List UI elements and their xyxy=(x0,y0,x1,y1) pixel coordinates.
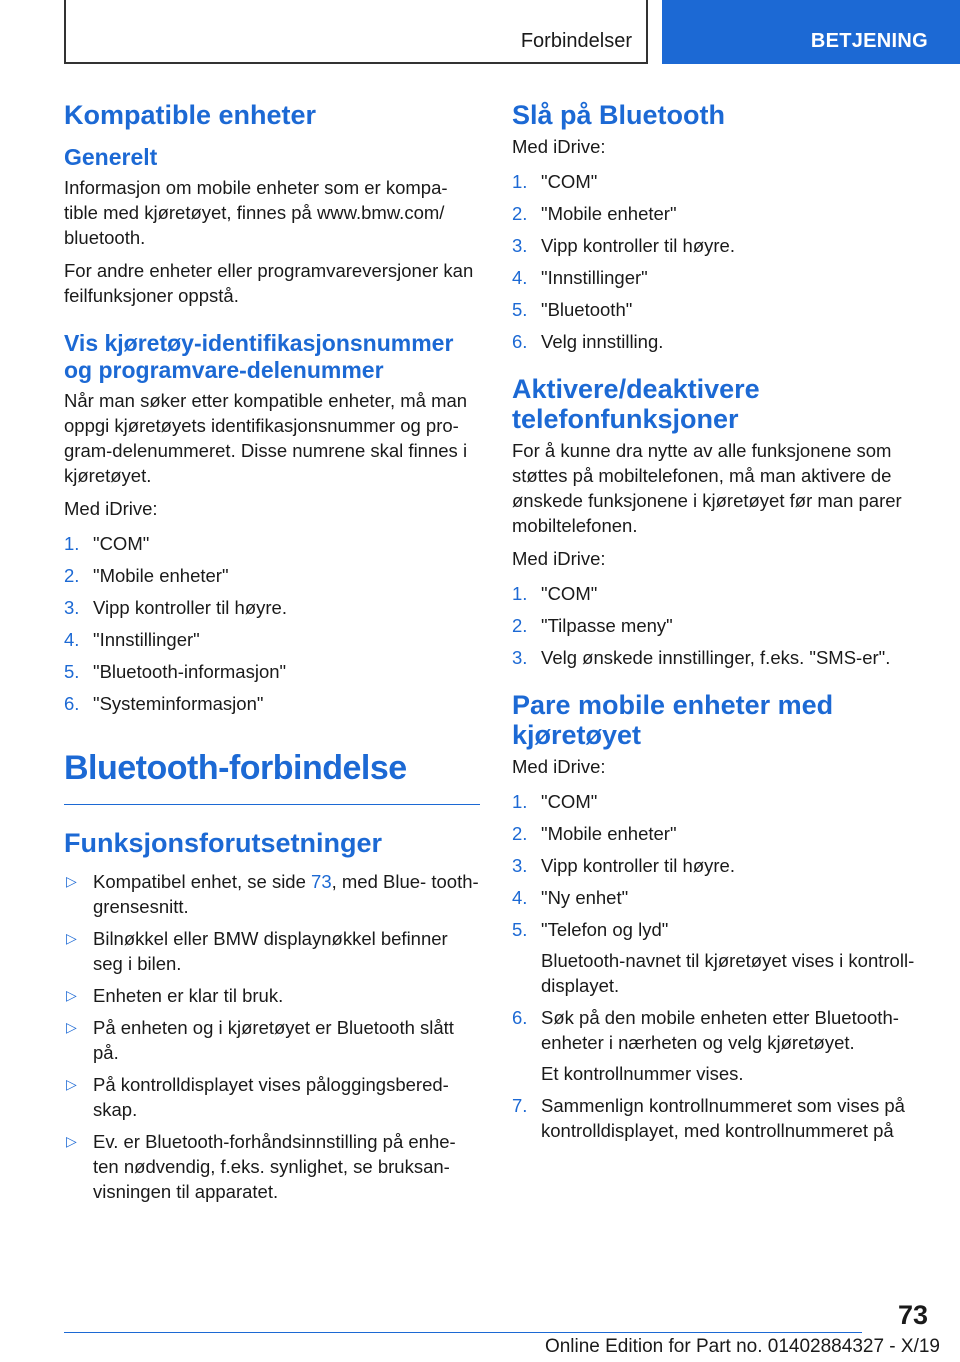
step-text: "Innstillinger" xyxy=(93,629,200,650)
step-text: "Tilpasse meny" xyxy=(541,615,673,636)
step-text: "COM" xyxy=(541,583,598,604)
list-item xyxy=(64,1072,480,1122)
list-item xyxy=(512,1005,928,1086)
step-number: 6. xyxy=(512,1007,528,1028)
bullet-text: Bilnøkkel eller BMW displaynøkkel befinner seg i bilen. xyxy=(93,928,448,974)
list-item xyxy=(64,595,480,620)
step-number: 3. xyxy=(512,855,528,876)
heading-vis-identifikasjonsnummer: Vis kjøretøy-identifikasjonsnummer og programvare-delenummer xyxy=(64,330,454,383)
triangle-bullet-icon: ▷ xyxy=(66,930,77,946)
heading-bluetooth-forbindelse: Bluetooth-forbindelse xyxy=(64,746,480,805)
step-number: 2. xyxy=(512,823,528,844)
paragraph-vis: Når man søker etter kompatible enheter, må man oppgi kjøretøyets identifikasjonsnummer og pro‐ gram-delenummeret. Disse numrene skal finnes i kjøretøyet. xyxy=(64,390,468,486)
step-number: 2. xyxy=(512,615,528,636)
step-subtext: Bluetooth-navnet til kjøretøyet vises i kontroll‐ displayet. xyxy=(541,950,915,996)
step-text: "Telefon og lyd" xyxy=(541,919,669,940)
header-chapter-tab xyxy=(662,0,960,64)
step-number: 6. xyxy=(512,331,528,352)
step-number: 7. xyxy=(512,1095,528,1116)
step-text: "Mobile enheter" xyxy=(541,823,677,844)
step-number: 3. xyxy=(512,235,528,256)
list-item xyxy=(64,531,480,556)
step-text: "COM" xyxy=(541,171,598,192)
bullet-text: Enheten er klar til bruk. xyxy=(93,985,284,1006)
heading-funksjonsforutsetninger: Funksjonsforutsetninger xyxy=(64,828,383,858)
step-text: "Systeminformasjon" xyxy=(93,693,264,714)
bullet-text: Ev. er Bluetooth-forhåndsinnstilling på enhe‐ ten nødvendig, f.eks. synlighet, se bruksan‐ visningen til apparatet. xyxy=(93,1131,456,1202)
list-item xyxy=(512,233,928,258)
step-number: 1. xyxy=(512,583,528,604)
heading-sla-pa-bluetooth: Slå på Bluetooth xyxy=(512,100,726,130)
bullets-list-funksjon xyxy=(64,869,480,1204)
list-item xyxy=(512,329,928,354)
step-subtext: Et kontrollnummer vises. xyxy=(541,1063,744,1084)
steps-list-aktivere xyxy=(512,581,928,670)
steps-list-pare xyxy=(512,789,928,1143)
triangle-bullet-icon: ▷ xyxy=(66,1133,77,1149)
list-item xyxy=(64,1015,480,1065)
list-item xyxy=(512,1093,928,1143)
step-number: 4. xyxy=(512,267,528,288)
paragraph-med-idrive: Med iDrive: xyxy=(512,136,606,157)
list-item xyxy=(512,169,928,194)
step-text: "Mobile enheter" xyxy=(93,565,229,586)
list-item xyxy=(512,265,928,290)
list-item xyxy=(64,691,480,716)
left-column xyxy=(64,100,480,1211)
step-text: "COM" xyxy=(93,533,150,554)
step-number: 6. xyxy=(64,693,80,714)
footer-divider xyxy=(64,1332,862,1333)
triangle-bullet-icon: ▷ xyxy=(66,1076,77,1092)
list-item xyxy=(64,983,480,1008)
footer-edition xyxy=(545,1336,940,1358)
steps-list-vis xyxy=(64,531,480,716)
list-item xyxy=(512,581,928,606)
paragraph-med-idrive: Med iDrive: xyxy=(64,498,158,519)
list-item xyxy=(512,645,928,670)
list-item xyxy=(64,869,480,919)
list-item xyxy=(512,885,928,910)
heading-kompatible-enheter: Kompatible enheter xyxy=(64,100,317,130)
step-text: Velg innstilling. xyxy=(541,331,664,352)
step-text: Vipp kontroller til høyre. xyxy=(541,855,735,876)
paragraph-med-idrive: Med iDrive: xyxy=(512,756,606,777)
list-item xyxy=(64,659,480,684)
right-column xyxy=(512,100,928,1150)
step-number: 5. xyxy=(64,661,80,682)
step-text: "COM" xyxy=(541,791,598,812)
list-item xyxy=(512,917,928,998)
page-number: 73 xyxy=(897,1300,928,1330)
triangle-bullet-icon: ▷ xyxy=(66,1019,77,1035)
heading-aktivere-deaktivere: Aktivere/deaktivere telefonfunksjoner xyxy=(512,374,760,434)
list-item xyxy=(512,789,928,814)
step-number: 3. xyxy=(512,647,528,668)
list-item xyxy=(512,853,928,878)
step-text: "Ny enhet" xyxy=(541,887,629,908)
step-text: "Innstillinger" xyxy=(541,267,648,288)
list-item xyxy=(512,201,928,226)
step-text: Velg ønskede innstillinger, f.eks. "SMS-er". xyxy=(541,647,891,668)
page-reference-link[interactable]: 73 xyxy=(311,871,332,892)
list-item xyxy=(512,613,928,638)
list-item xyxy=(64,1129,480,1204)
step-text: Vipp kontroller til høyre. xyxy=(93,597,287,618)
step-text: Sammenlign kontrollnummeret som vises på kontrolldisplayet, med kontrollnummeret på xyxy=(541,1095,905,1141)
heading-pare-mobile-enheter: Pare mobile enheter med kjøretøyet xyxy=(512,690,834,750)
bullet-text: På kontrolldisplayet vises påloggingsbered‐ skap. xyxy=(93,1074,449,1120)
list-item xyxy=(64,563,480,588)
footer-edition-text: Online Edition for Part no. 01402884327 - X/19 xyxy=(544,1336,940,1357)
paragraph-med-idrive: Med iDrive: xyxy=(512,548,606,569)
header-section-title: Forbindelser xyxy=(520,30,632,52)
step-number: 4. xyxy=(64,629,80,650)
step-number: 2. xyxy=(512,203,528,224)
step-number: 1. xyxy=(512,171,528,192)
step-text: "Mobile enheter" xyxy=(541,203,677,224)
list-item xyxy=(64,926,480,976)
step-text: "Bluetooth-informasjon" xyxy=(93,661,287,682)
step-number: 1. xyxy=(64,533,80,554)
steps-list-sla-pa xyxy=(512,169,928,354)
bullet-text: På enheten og i kjøretøyet er Bluetooth slått på. xyxy=(93,1017,454,1063)
step-number: 5. xyxy=(512,919,528,940)
step-number: 1. xyxy=(512,791,528,812)
header-section-box xyxy=(64,0,648,64)
list-item xyxy=(64,627,480,652)
paragraph-generelt-1: Informasjon om mobile enheter som er kompa‐ tible med kjøretøyet, finnes på www.bmw.com/ bluetooth. xyxy=(64,177,448,248)
step-number: 5. xyxy=(512,299,528,320)
paragraph-generelt-2: For andre enheter eller programvareversjoner kan feilfunksjoner oppstå. xyxy=(64,260,474,306)
triangle-bullet-icon: ▷ xyxy=(66,987,77,1003)
step-number: 3. xyxy=(64,597,80,618)
list-item xyxy=(512,821,928,846)
step-text: Søk på den mobile enheten etter Bluetooth- enheter i nærheten og velg kjøretøyet. xyxy=(541,1007,899,1053)
list-item xyxy=(512,297,928,322)
step-text: "Bluetooth" xyxy=(541,299,633,320)
step-number: 2. xyxy=(64,565,80,586)
bullet-text-post: , med Blue‐ tooth-grensesnitt. xyxy=(93,871,479,917)
step-text: Vipp kontroller til høyre. xyxy=(541,235,735,256)
paragraph-aktivere: For å kunne dra nytte av alle funksjonene som støttes på mobiltelefonen, må man aktivere de ønskede funksjonene i kjøretøyet før man parer mobiltelefonen. xyxy=(512,440,902,536)
heading-generelt: Generelt xyxy=(64,144,158,170)
triangle-bullet-icon: ▷ xyxy=(66,873,77,889)
bullet-text-pre: Kompatibel enhet, se side xyxy=(93,871,312,892)
step-number: 4. xyxy=(512,887,528,908)
header-chapter-title: BETJENING xyxy=(810,30,928,52)
